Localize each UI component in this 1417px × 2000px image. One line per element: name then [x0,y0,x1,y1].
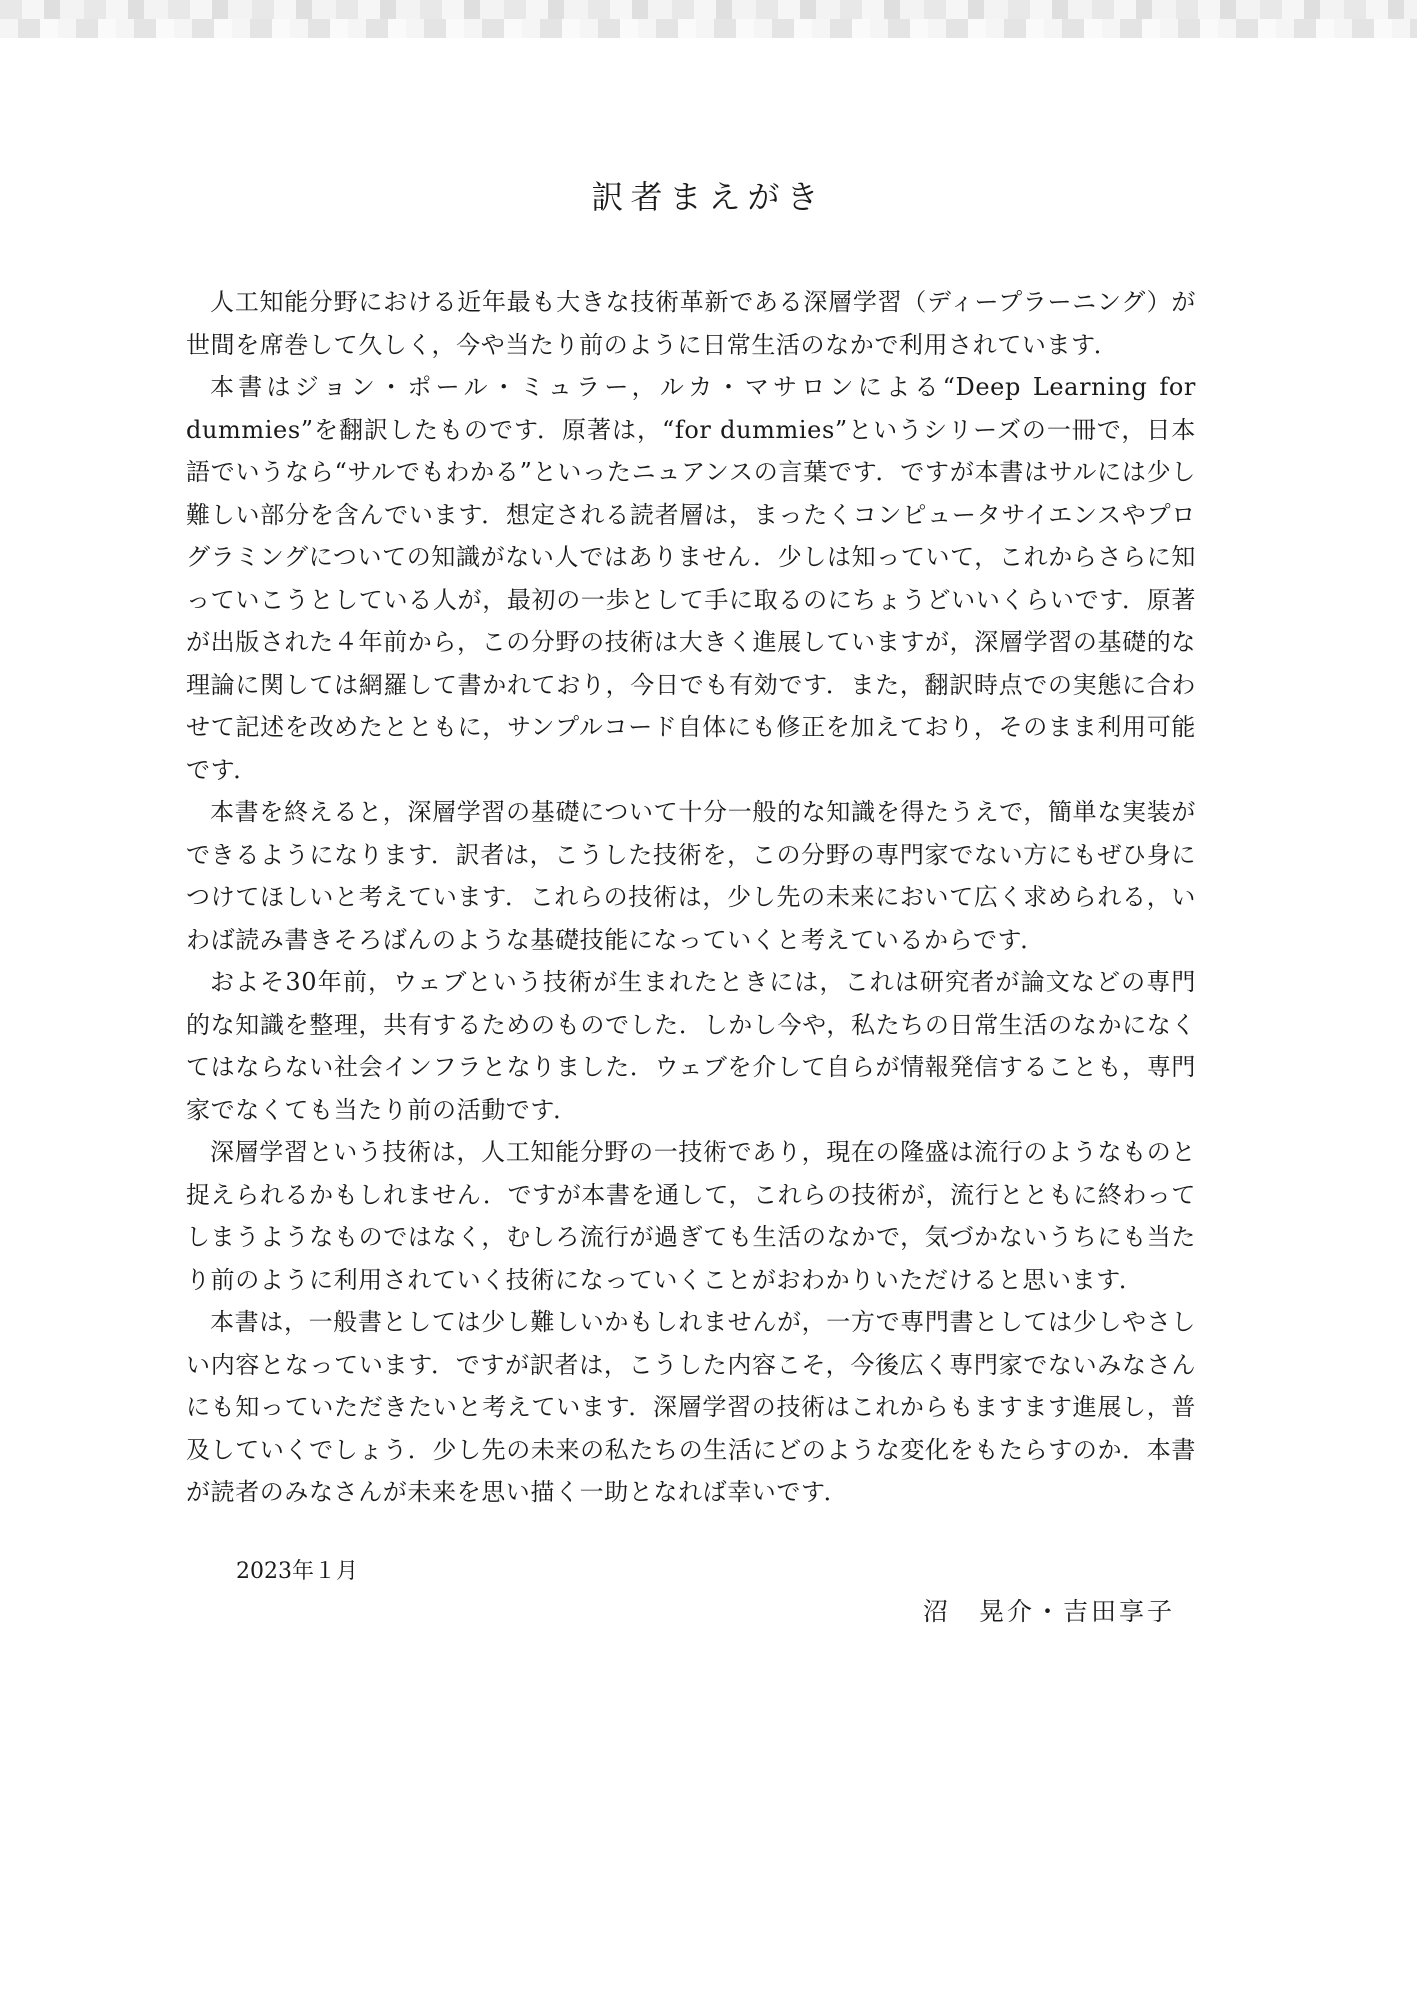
paragraph-6: 本書は，一般書としては少し難しいかもしれませんが，一方で専門書としては少しやさしい内容となっています．ですが訳者は，こうした内容こそ，今後広く専門家でないみなさんにも知っていただきたいと考えています．深層学習の技術はこれからもますます進展し，普及していくでしょう．少し先の未来の私たちの生活にどのような変化をもたらすのか．本書が読者のみなさんが未来を思い描く一助となれば幸いです． [186,1308,1196,1506]
scan-artifact-strip [0,0,1417,38]
translator-signature: 沼 晃介・吉田享子 [922,1597,1175,1626]
paragraph-2: 本書はジョン・ポール・ミュラー，ルカ・マサロンによる“Deep Learning for dummies”を翻訳したものです．原著は，“for dummies”というシリーズの一冊で，日本語でいうなら“サルでもわかる”といったニュアンスの言葉です．ですが本書はサルには少し難しい部分を含んでいます．想定される読者層は，まったくコンピュータサイエンスやプログラミングについての知識がない人ではありません．少しは知っていて，これからさらに知っていこうとしている人が，最初の一歩として手に取るのにちょうどいいくらいです．原著が出版された４年前から，この分野の技術は大きく進展していますが，深層学習の基礎的な理論に関しては網羅して書かれており，今日でも有効です．また，翻訳時点での実態に合わせて記述を改めたとともに，サンプルコード自体にも修正を加えており，そのまま利用可能です． [186,373,1196,784]
paragraph-3: 本書を終えると，深層学習の基礎について十分一般的な知識を得たうえで，簡単な実装ができるようになります．訳者は，こうした技術を，この分野の専門家でない方にもぜひ身につけてほしいと考えています．これらの技術は，少し先の未来において広く求められる，いわば読み書きそろばんのような基礎技能になっていくと考えているからです． [186,798,1196,954]
page-title: 訳者まえがき [591,178,826,216]
preface-body [186,281,1196,1514]
paragraph-1: 人工知能分野における近年最も大きな技術革新である深層学習（ディープラーニング）が世間を席巻して久しく，今や当たり前のように日常生活のなかで利用されています． [186,288,1196,359]
date-line: 2023年１月 [236,1559,358,1584]
paragraph-5: 深層学習という技術は，人工知能分野の一技術であり，現在の隆盛は流行のようなものと捉えられるかもしれません．ですが本書を通して，これらの技術が，流行とともに終わってしまうようなものではなく，むしろ流行が過ぎても生活のなかで，気づかないうちにも当たり前のように利用されていく技術になっていくことがおわかりいただけると思います． [186,1138,1196,1294]
paragraph-4: およそ30年前，ウェブという技術が生まれたときには，これは研究者が論文などの専門的な知識を整理，共有するためのものでした．しかし今や，私たちの日常生活のなかになくてはならない社会インフラとなりました．ウェブを介して自らが情報発信することも，専門家でなくても当たり前の活動です． [186,968,1196,1124]
